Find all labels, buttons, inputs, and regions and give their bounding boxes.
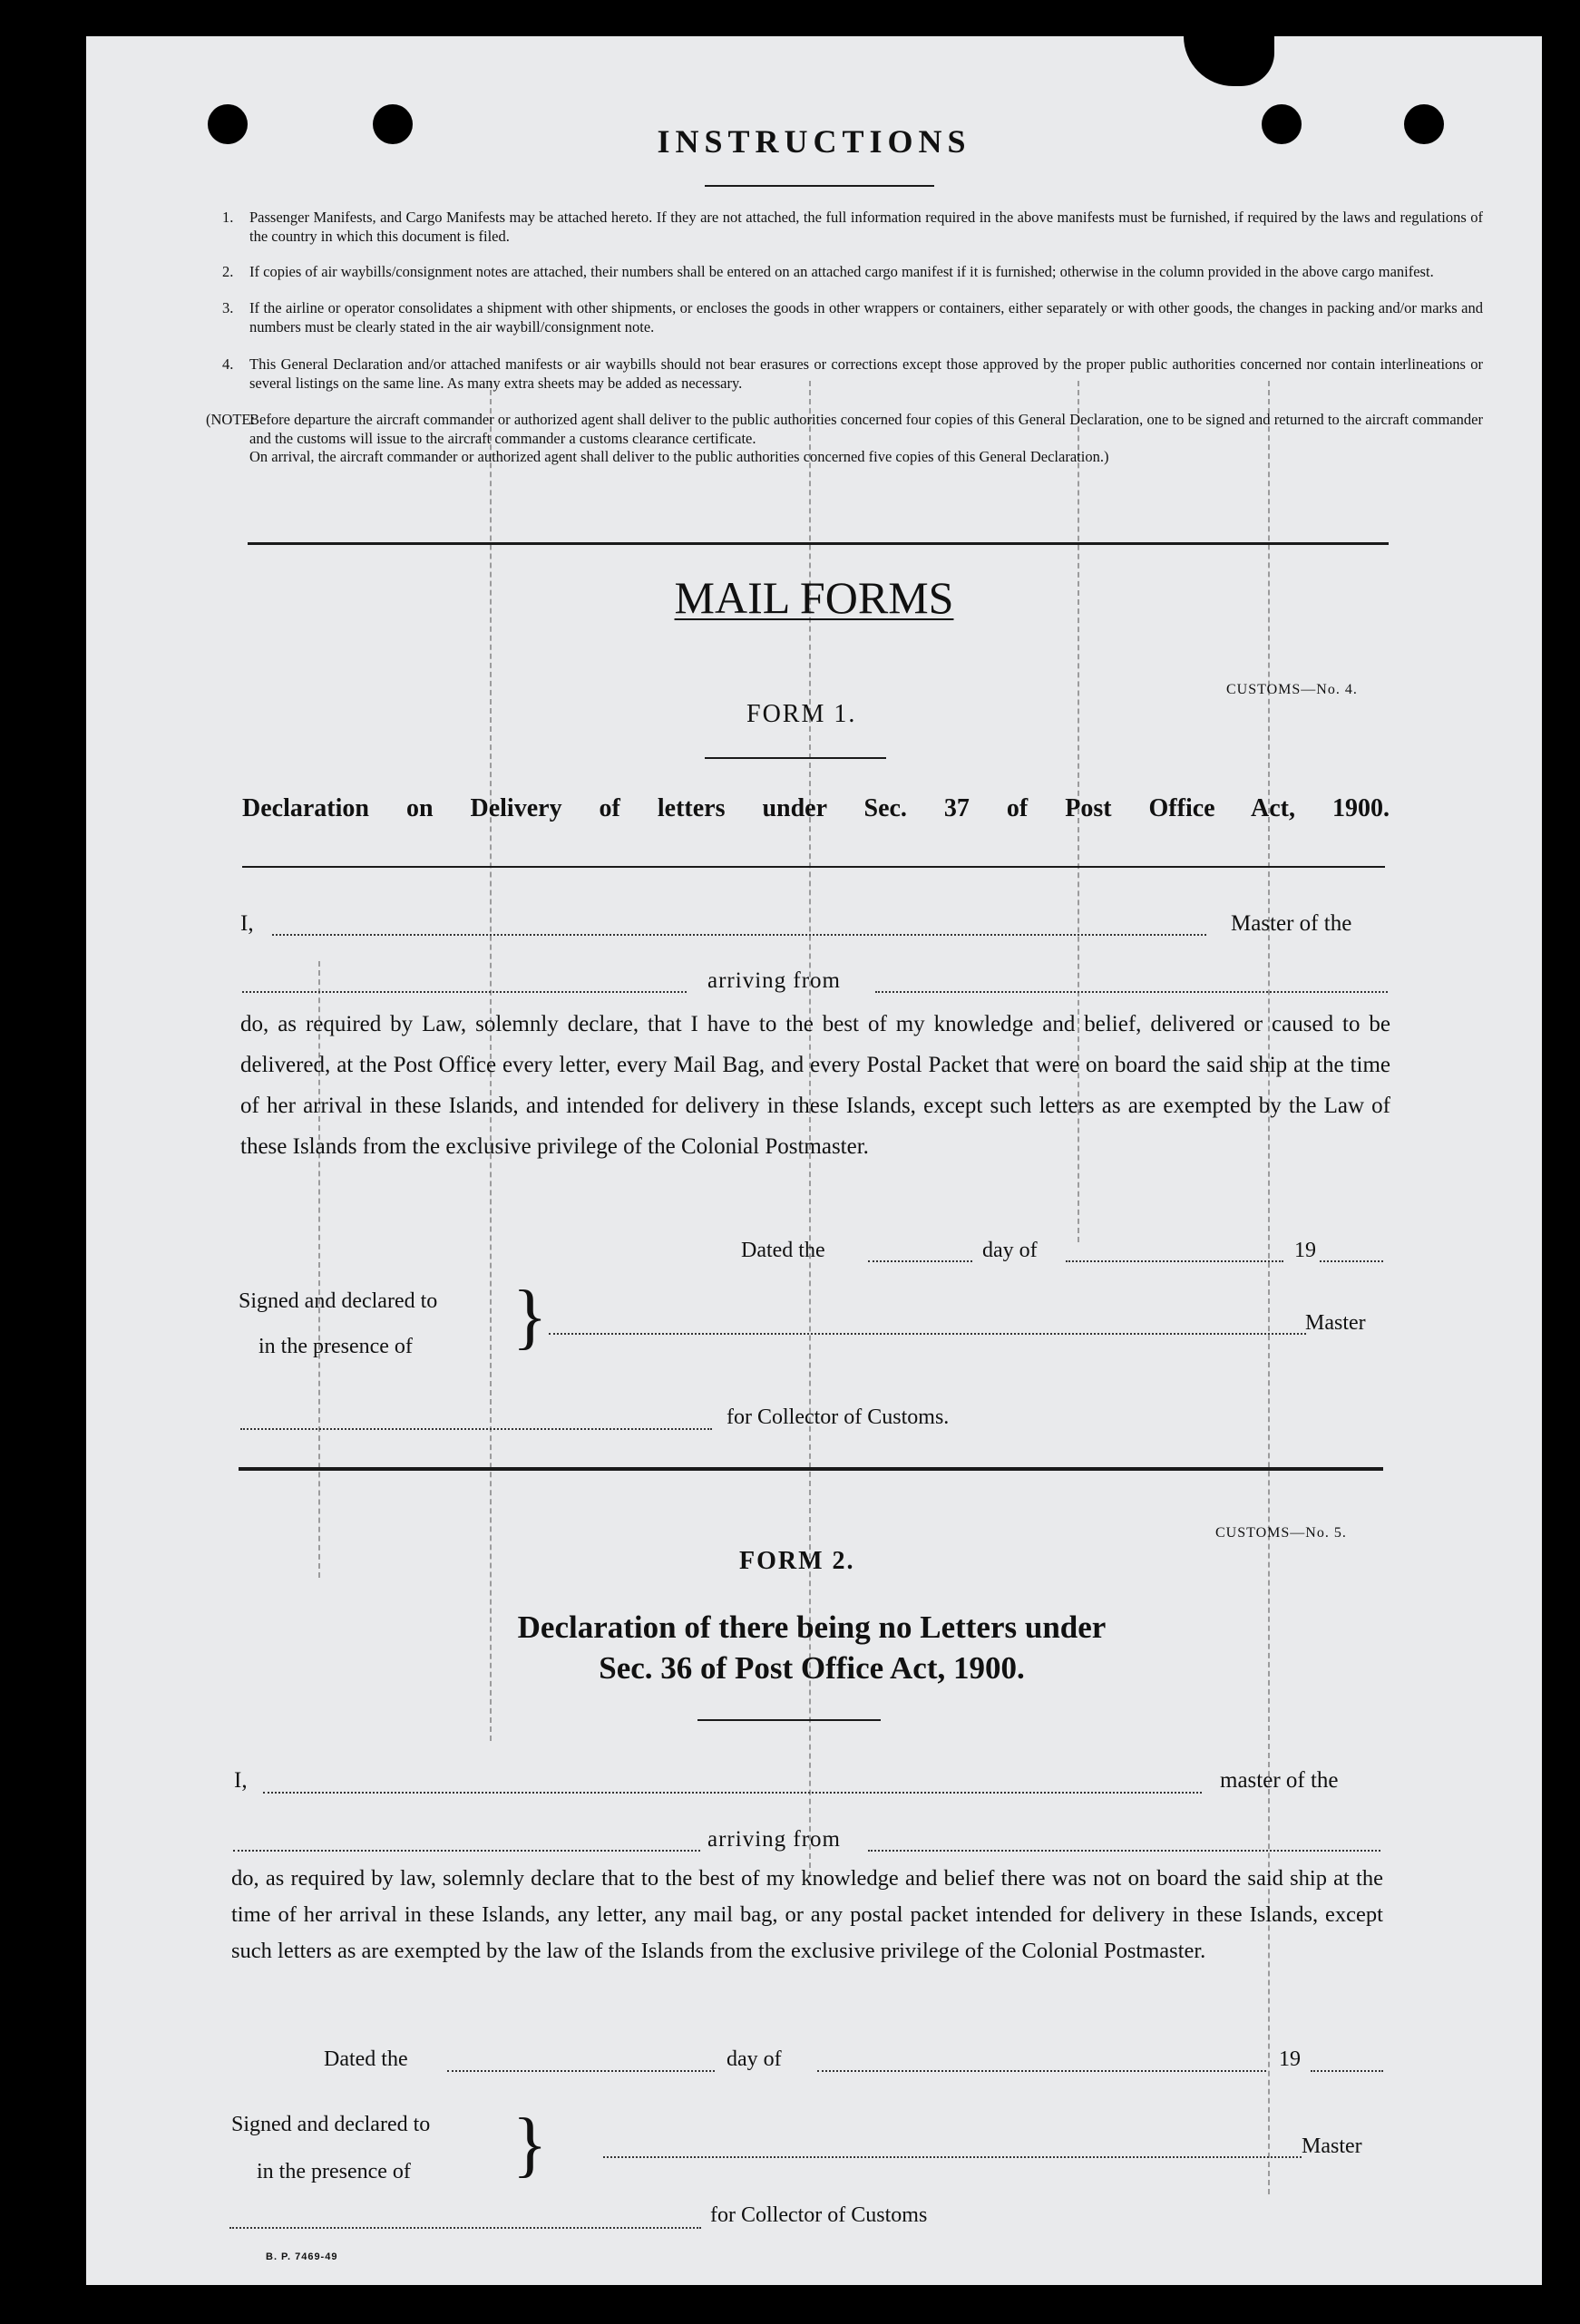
item-text: Passenger Manifests, and Cargo Manifests may be attached hereto. If they are not attached, the full information required in the above manifests must be furnished, if required by the laws and regulations of the country in which this document is filed. (249, 209, 1483, 245)
form1-heading: Declaration on Delivery of letters under Sec. 37 of Post Office Act, 1900. (242, 794, 1390, 822)
form1-vessel-field[interactable] (242, 991, 687, 993)
mail-forms-title: MAIL FORMS (674, 572, 954, 623)
form1-brace: } (512, 1277, 548, 1356)
form2-label: FORM 2. (739, 1547, 855, 1575)
form1-body: do, as required by Law, solemnly declare, that I have to the best of my knowledge and belief, delivered or caused to be delivered, at the Post Office every letter, every Mail Bag, and every Postal Packet that were on board the said ship at the time of her arrival in these Islands, and intended for delivery in these Islands, except such letters as are exempted by the Law of these Islands from the exclusive privilege of the Colonial Postmaster. (240, 1012, 1390, 1159)
instruction-note (206, 411, 1483, 467)
form2-name-field[interactable] (263, 1792, 1202, 1794)
form1-master-signature-field[interactable] (549, 1333, 1306, 1335)
note-text: Before departure the aircraft commander or authorized agent shall deliver to the public authorities concerned four copies of this General Declaration, one to be signed and returned to the aircraft commander and the customs will issue to the aircraft commander a customs clearance certificate. (249, 411, 1483, 447)
form2-heading-underline (697, 1719, 881, 1721)
form1-collector-signature-field[interactable] (240, 1428, 712, 1430)
document-page (86, 36, 1542, 2285)
form2-i-label: I, (234, 1768, 248, 1793)
item-text: If copies of air waybills/consignment notes are attached, their numbers shall be entered on an attached cargo manifest if it is furnished; otherwise in the column provided in the above cargo manifest. (249, 263, 1434, 280)
item-text: This General Declaration and/or attached manifests or air waybills should not bear erasures or corrections except those approved by the proper public authorities concerned nor contain interlineations or several listings on the same line. As many extra sheets may be added as necessary. (249, 355, 1483, 392)
instruction-item-3 (222, 299, 1483, 336)
form1-name-field[interactable] (272, 934, 1206, 936)
form2-day-of: day of (727, 2047, 782, 2071)
form1-dated-the: Dated the (741, 1239, 825, 1262)
item-number: 4. (222, 355, 234, 373)
form2-master-of-the: master of the (1220, 1768, 1339, 1793)
item-number: 2. (222, 263, 234, 280)
form2-arriving-from: arriving from (707, 1827, 841, 1852)
instruction-item-1 (222, 209, 1483, 246)
form1-master-label: Master (1305, 1311, 1366, 1335)
note-lead: (NOTE: (206, 411, 256, 428)
item-number: 1. (222, 209, 234, 226)
form2-year-prefix: 19 (1279, 2047, 1301, 2071)
form1-port-field[interactable] (875, 991, 1388, 993)
footer-code: B. P. 7469-49 (266, 2251, 338, 2262)
note-text-arrival: On arrival, the aircraft commander or authorized agent shall deliver to the public authorities concerned five copies of this General Declaration.) (249, 448, 1109, 465)
form2-collector-signature-field[interactable] (229, 2227, 701, 2229)
section-divider (248, 542, 1389, 545)
form2-port-field[interactable] (868, 1850, 1380, 1852)
form2-vessel-field[interactable] (233, 1850, 700, 1852)
form-divider (239, 1467, 1383, 1471)
form1-year-prefix: 19 (1294, 1239, 1316, 1262)
instruction-item-2 (222, 263, 1483, 282)
form2-master-label: Master (1302, 2134, 1362, 2158)
form1-signed-line2: in the presence of (258, 1335, 413, 1358)
form2-year-field[interactable] (1311, 2070, 1383, 2072)
form1-label: FORM 1. (746, 700, 857, 728)
item-number: 3. (222, 299, 234, 316)
form1-signed-line1: Signed and declared to (239, 1289, 438, 1313)
torn-corner (1184, 36, 1274, 86)
form2-for-collector: for Collector of Customs (710, 2203, 928, 2227)
instructions-title: INSTRUCTIONS (657, 123, 971, 160)
form1-i-label: I, (240, 911, 254, 936)
instruction-item-4 (222, 355, 1483, 393)
form1-day-field[interactable] (868, 1260, 972, 1262)
form2-body: do, as required by law, solemnly declare that to the best of my knowledge and belief there was not on board the said ship at the time of her arrival in these Islands, any letter, any mail bag, or any postal packet intended for delivery in these Islands, except such letters as are exempted by the law of the Islands from the exclusive privilege of the Colonial Postmaster. (231, 1866, 1383, 1963)
form2-customs-number: CUSTOMS—No. 5. (1215, 1525, 1347, 1541)
form2-signed-line2: in the presence of (257, 2160, 411, 2183)
form2-brace: } (512, 2105, 548, 2184)
form2-master-signature-field[interactable] (603, 2156, 1302, 2158)
form1-for-collector: for Collector of Customs. (727, 1405, 950, 1429)
item-text: If the airline or operator consolidates a shipment with other shipments, or encloses the goods in other wrappers or containers, either separately or with other goods, the changes in packing and/or marks and numbers must be clearly stated in the air waybill/consignment note. (249, 299, 1483, 335)
form1-master-of-the: Master of the (1231, 911, 1352, 936)
form1-day-of: day of (982, 1239, 1038, 1262)
form2-heading-line2: Sec. 36 of Post Office Act, 1900. (599, 1650, 1025, 1686)
form1-month-field[interactable] (1066, 1260, 1283, 1262)
form1-year-field[interactable] (1320, 1260, 1383, 1262)
form2-heading-line1: Declaration of there being no Letters under (517, 1609, 1107, 1645)
form2-day-field[interactable] (447, 2070, 715, 2072)
title-underline (705, 185, 934, 187)
form2-month-field[interactable] (817, 2070, 1266, 2072)
form2-dated-the: Dated the (324, 2047, 408, 2071)
form1-arriving-from: arriving from (707, 968, 841, 993)
form1-customs-number: CUSTOMS—No. 4. (1226, 682, 1358, 697)
form1-label-underline (705, 757, 886, 759)
form1-heading-rule (242, 866, 1385, 868)
form2-signed-line1: Signed and declared to (231, 2113, 431, 2136)
